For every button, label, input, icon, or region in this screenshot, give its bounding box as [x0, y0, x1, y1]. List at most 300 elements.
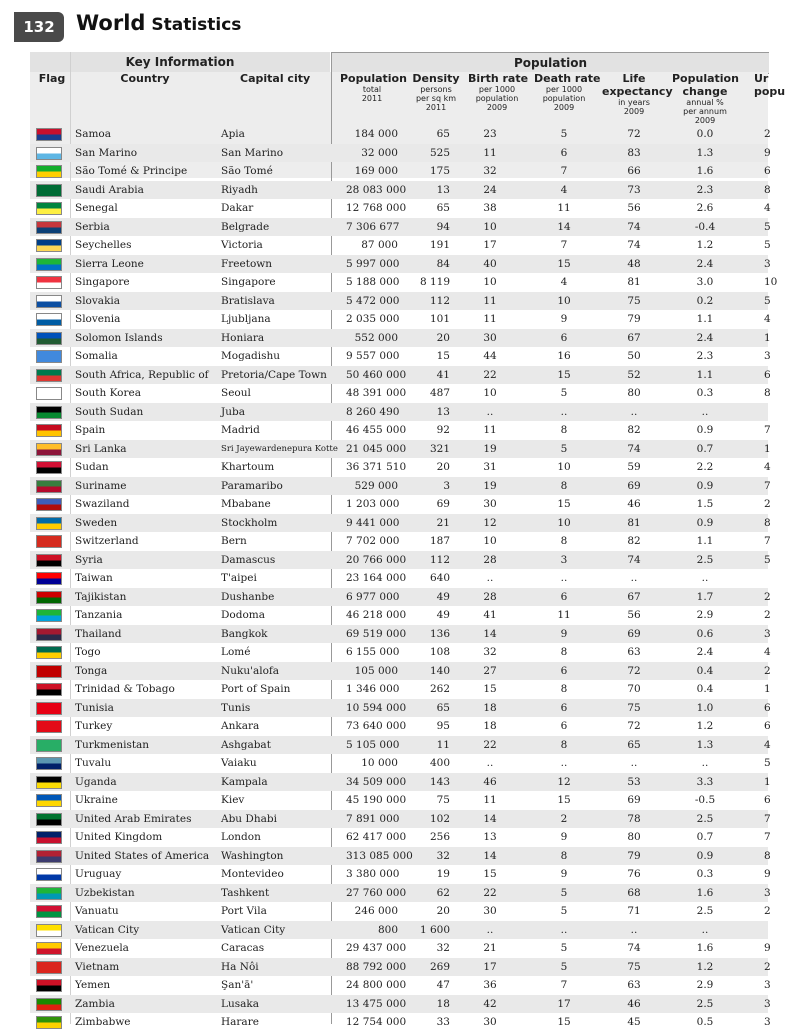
- capital-cell: Ha Nôi: [221, 960, 259, 973]
- country-cell: Sweden: [75, 516, 118, 529]
- urban-population-cell: 1: [764, 331, 771, 344]
- country-cell: Yemen: [75, 979, 111, 991]
- capital-cell: Port Vila: [221, 905, 267, 917]
- table-row: [30, 921, 768, 940]
- country-cell: Singapore: [75, 276, 130, 288]
- col-country: Country: [120, 72, 170, 85]
- country-flag-icon: [36, 572, 62, 585]
- country-flag-icon: [36, 350, 62, 363]
- life-expectancy-cell: 74: [627, 220, 641, 233]
- urban-population-cell: 1: [764, 683, 771, 695]
- death-rate-cell: ..: [560, 405, 568, 418]
- population-cell: 7 891 000: [346, 812, 400, 825]
- capital-cell: Kiev: [221, 794, 245, 806]
- life-expectancy-cell: 70: [627, 683, 641, 695]
- page-title: [76, 11, 241, 35]
- country-cell: Ukraine: [75, 794, 118, 806]
- life-expectancy-cell: 74: [627, 553, 641, 566]
- table-row: [30, 532, 771, 551]
- birth-rate-cell: 12: [483, 516, 497, 529]
- death-rate-cell: 15: [557, 498, 571, 510]
- capital-cell: Bratislava: [221, 294, 275, 307]
- country-flag-icon: [36, 165, 62, 178]
- population-change-cell: 2.9: [696, 609, 714, 621]
- population-change-cell: 2.5: [696, 553, 714, 566]
- country-cell: Vietnam: [75, 960, 120, 973]
- population-cell: 7 306 677: [346, 220, 400, 233]
- col-urban-population: Ur popu: [754, 72, 785, 98]
- life-expectancy-cell: 63: [627, 646, 641, 658]
- table-row: [30, 551, 771, 570]
- death-rate-cell: 6: [560, 590, 568, 603]
- country-cell: Slovenia: [75, 313, 121, 325]
- col-population: Population total 2011: [340, 72, 407, 103]
- life-expectancy-cell: 76: [627, 868, 641, 880]
- density-cell: 21: [436, 516, 450, 529]
- density-cell: 65: [436, 701, 450, 714]
- country-flag-icon: [36, 609, 62, 622]
- country-cell: Turkmenistan: [75, 738, 150, 751]
- density-cell: 15: [436, 350, 450, 362]
- death-rate-cell: 8: [560, 479, 568, 492]
- death-rate-cell: 16: [557, 350, 571, 362]
- birth-rate-cell: 18: [483, 720, 497, 732]
- death-rate-cell: 9: [560, 868, 568, 880]
- death-rate-cell: 5: [560, 905, 568, 917]
- death-rate-cell: 15: [557, 368, 571, 381]
- life-expectancy-cell: ..: [630, 757, 638, 769]
- life-expectancy-cell: 69: [627, 627, 641, 640]
- capital-cell: Stockholm: [221, 516, 278, 529]
- table-row: [30, 791, 771, 810]
- country-flag-icon: [36, 443, 62, 456]
- population-change-cell: 2.9: [696, 979, 714, 991]
- birth-rate-cell: 11: [483, 146, 497, 159]
- birth-rate-cell: 19: [483, 479, 497, 492]
- population-change-cell: 1.0: [696, 701, 714, 714]
- col-density: Density persons per sq km 2011: [412, 72, 460, 112]
- death-rate-cell: 5: [560, 942, 568, 954]
- capital-cell: Vatican City: [221, 923, 286, 936]
- urban-population-cell: 6: [764, 165, 771, 177]
- urban-population-cell: 5: [764, 294, 771, 307]
- capital-cell: Tunis: [221, 701, 251, 714]
- capital-cell: Juba: [221, 405, 245, 418]
- capital-cell: Kampala: [221, 775, 268, 788]
- table-row: [30, 773, 771, 792]
- density-cell: 8 119: [419, 276, 450, 288]
- population-change-cell: -0.4: [694, 220, 716, 233]
- death-rate-cell: 10: [557, 294, 571, 307]
- population-change-cell: 0.3: [696, 387, 714, 399]
- country-cell: Turkey: [75, 720, 113, 732]
- urban-population-cell: 8: [764, 516, 771, 529]
- table-row: [30, 347, 771, 366]
- group-header-row: [30, 52, 768, 72]
- capital-cell: Belgrade: [221, 220, 270, 233]
- death-rate-cell: 11: [557, 202, 571, 214]
- population-change-cell: 0.4: [696, 683, 714, 695]
- population-cell: 529 000: [354, 479, 398, 492]
- capital-cell: Harare: [221, 1016, 259, 1028]
- life-expectancy-cell: 45: [627, 1016, 641, 1028]
- capital-cell: Ashgabat: [221, 738, 271, 751]
- birth-rate-cell: 32: [483, 165, 497, 177]
- country-cell: Tajikistan: [75, 590, 127, 603]
- country-cell: Samoa: [75, 128, 111, 140]
- population-change-cell: 2.4: [696, 646, 714, 658]
- country-flag-icon: [36, 295, 62, 308]
- table-row: [30, 884, 771, 903]
- density-cell: 47: [436, 979, 450, 991]
- density-cell: 11: [436, 738, 450, 751]
- density-cell: 32: [436, 942, 450, 954]
- country-flag-icon: [36, 591, 62, 604]
- table-row: [30, 292, 771, 311]
- population-cell: 5 997 000: [346, 257, 400, 270]
- population-change-cell: ..: [701, 923, 709, 936]
- death-rate-cell: 6: [560, 720, 568, 732]
- col-flag: Flag: [38, 72, 66, 85]
- capital-cell: Bern: [221, 535, 247, 547]
- death-rate-cell: 15: [557, 794, 571, 806]
- density-cell: 69: [436, 498, 450, 510]
- table-row: [30, 976, 771, 995]
- death-rate-cell: 8: [560, 738, 568, 751]
- page-title-main: World: [76, 11, 146, 35]
- urban-population-cell: 3: [764, 979, 771, 991]
- country-cell: Swaziland: [75, 498, 130, 510]
- table-row: [30, 181, 771, 200]
- capital-cell: Ljubljana: [221, 313, 271, 325]
- country-cell: Vanuatu: [75, 905, 119, 917]
- population-cell: 5 105 000: [346, 738, 400, 751]
- population-change-cell: 0.9: [696, 424, 714, 436]
- population-change-cell: ..: [701, 405, 709, 418]
- population-cell: 552 000: [354, 331, 398, 344]
- country-cell: Saudi Arabia: [75, 183, 144, 196]
- population-change-cell: 0.7: [696, 442, 714, 455]
- page-header: [0, 0, 768, 52]
- group-population: Population: [331, 52, 769, 74]
- density-cell: 191: [429, 239, 450, 251]
- population-change-cell: 1.6: [696, 886, 714, 899]
- table-row: [30, 144, 771, 163]
- density-cell: 33: [436, 1016, 450, 1028]
- urban-population-cell: 4: [764, 313, 771, 325]
- density-cell: 18: [436, 997, 450, 1010]
- table-row: [30, 736, 771, 755]
- country-flag-icon: [36, 221, 62, 234]
- country-flag-icon: [36, 239, 62, 252]
- page-title-sub: Statistics: [145, 15, 242, 35]
- country-cell: Sudan: [75, 461, 109, 473]
- country-flag-icon: [36, 184, 62, 197]
- capital-cell: Tashkent: [221, 886, 270, 899]
- birth-rate-cell: 46: [483, 775, 497, 788]
- table-row: [30, 865, 771, 884]
- urban-population-cell: 2: [764, 664, 771, 677]
- death-rate-cell: 10: [557, 516, 571, 529]
- country-cell: United Kingdom: [75, 831, 163, 843]
- country-cell: Venezuela: [75, 942, 129, 954]
- table-row: [30, 273, 778, 292]
- col-capital: Capital city: [240, 72, 311, 85]
- population-change-cell: 1.2: [696, 239, 714, 251]
- country-flag-icon: [36, 998, 62, 1011]
- urban-population-cell: 9: [764, 146, 771, 159]
- life-expectancy-cell: 46: [627, 498, 641, 510]
- population-cell: 29 437 000: [346, 942, 407, 954]
- density-cell: 108: [429, 646, 450, 658]
- life-expectancy-cell: 67: [627, 331, 641, 344]
- density-cell: 525: [429, 146, 450, 159]
- density-cell: 84: [436, 257, 450, 270]
- population-cell: 46 218 000: [346, 609, 407, 621]
- death-rate-cell: 5: [560, 128, 568, 140]
- life-expectancy-cell: 78: [627, 812, 641, 825]
- birth-rate-cell: 10: [483, 387, 497, 399]
- population-cell: 246 000: [354, 905, 398, 917]
- country-flag-icon: [36, 517, 62, 530]
- death-rate-cell: 17: [557, 997, 571, 1010]
- birth-rate-cell: 10: [483, 220, 497, 233]
- country-flag-icon: [36, 776, 62, 789]
- urban-population-cell: 4: [764, 202, 771, 214]
- population-cell: 36 371 510: [346, 461, 407, 473]
- table-row: [30, 236, 771, 255]
- capital-cell: Khartoum: [221, 461, 275, 473]
- life-expectancy-cell: ..: [630, 405, 638, 418]
- country-flag-icon: [36, 332, 62, 345]
- urban-population-cell: 7: [764, 812, 771, 825]
- death-rate-cell: 4: [560, 183, 568, 196]
- birth-rate-cell: 14: [483, 627, 497, 640]
- capital-cell: T'aipei: [221, 572, 257, 584]
- country-flag-icon: [36, 202, 62, 215]
- country-flag-icon: [36, 887, 62, 900]
- density-cell: 400: [429, 757, 450, 769]
- population-cell: 5 472 000: [346, 294, 400, 307]
- capital-cell: Seoul: [221, 387, 251, 399]
- density-cell: 262: [429, 683, 450, 695]
- country-cell: South Korea: [75, 387, 141, 399]
- death-rate-cell: 8: [560, 683, 568, 695]
- table-row: [30, 125, 771, 144]
- birth-rate-cell: 28: [483, 590, 497, 603]
- country-cell: Syria: [75, 553, 103, 566]
- country-cell: Tanzania: [75, 609, 123, 621]
- capital-cell: Mbabane: [221, 498, 271, 510]
- birth-rate-cell: 13: [483, 831, 497, 843]
- page-number: 132: [14, 12, 64, 42]
- density-cell: 256: [429, 831, 450, 843]
- density-cell: 20: [436, 331, 450, 344]
- country-flag-icon: [36, 535, 62, 548]
- death-rate-cell: 8: [560, 849, 568, 862]
- table-row: [30, 199, 771, 218]
- country-flag-icon: [36, 424, 62, 437]
- capital-cell: Abu Dhabi: [221, 812, 277, 825]
- death-rate-cell: 6: [560, 664, 568, 677]
- country-flag-icon: [36, 757, 62, 770]
- population-change-cell: 0.9: [696, 516, 714, 529]
- life-expectancy-cell: 74: [627, 442, 641, 455]
- population-change-cell: 0.0: [696, 128, 714, 140]
- country-cell: Suriname: [75, 479, 127, 492]
- density-cell: 321: [429, 442, 450, 455]
- birth-rate-cell: 19: [483, 442, 497, 455]
- birth-rate-cell: 22: [483, 368, 497, 381]
- country-cell: South Sudan: [75, 405, 144, 418]
- population-cell: 73 640 000: [346, 720, 407, 732]
- life-expectancy-cell: ..: [630, 923, 638, 936]
- country-cell: Tonga: [75, 664, 108, 677]
- group-key-information: Key Information: [30, 52, 330, 73]
- birth-rate-cell: 38: [483, 202, 497, 214]
- life-expectancy-cell: 56: [627, 609, 641, 621]
- statistics-table: [30, 52, 785, 1028]
- death-rate-cell: 7: [560, 979, 568, 991]
- birth-rate-cell: 30: [483, 331, 497, 344]
- density-cell: 95: [436, 720, 450, 732]
- life-expectancy-cell: 73: [627, 183, 641, 196]
- country-cell: Sierra Leone: [75, 257, 144, 270]
- urban-population-cell: 7: [764, 535, 771, 547]
- population-change-cell: 2.4: [696, 257, 714, 270]
- country-cell: Uganda: [75, 775, 117, 788]
- table-row: [30, 403, 768, 422]
- population-cell: 1 203 000: [346, 498, 400, 510]
- birth-rate-cell: 11: [483, 313, 497, 325]
- density-cell: 175: [429, 165, 450, 177]
- capital-cell: Dakar: [221, 202, 254, 214]
- urban-population-cell: 5: [764, 757, 771, 769]
- country-flag-icon: [36, 554, 62, 567]
- table-row: [30, 847, 771, 866]
- life-expectancy-cell: 82: [627, 424, 641, 436]
- birth-rate-cell: 17: [483, 239, 497, 251]
- urban-population-cell: 3: [764, 257, 771, 270]
- population-change-cell: 2.3: [696, 350, 714, 362]
- birth-rate-cell: 18: [483, 701, 497, 714]
- capital-cell: Nuku'alofa: [221, 664, 280, 677]
- urban-population-cell: 3: [764, 1016, 771, 1028]
- death-rate-cell: ..: [560, 572, 568, 584]
- capital-cell: San Marino: [221, 146, 284, 159]
- birth-rate-cell: 24: [483, 183, 497, 196]
- table-row: [30, 902, 771, 921]
- life-expectancy-cell: 81: [627, 276, 641, 288]
- population-cell: 28 083 000: [346, 183, 407, 196]
- urban-population-cell: 5: [764, 220, 771, 233]
- population-cell: 800: [377, 923, 398, 936]
- birth-rate-cell: 36: [483, 979, 497, 991]
- birth-rate-cell: 41: [483, 609, 497, 621]
- death-rate-cell: 9: [560, 627, 568, 640]
- urban-population-cell: 6: [764, 701, 771, 714]
- life-expectancy-cell: ..: [630, 572, 638, 584]
- birth-rate-cell: ..: [486, 923, 494, 936]
- col-birth-rate: Birth rate per 1000 population 2009: [468, 72, 529, 112]
- urban-population-cell: 4: [764, 461, 771, 473]
- population-cell: 8 260 490: [346, 405, 400, 418]
- urban-population-cell: 2: [764, 905, 771, 917]
- death-rate-cell: 6: [560, 701, 568, 714]
- birth-rate-cell: 40: [483, 257, 497, 270]
- capital-cell: Montevideo: [221, 868, 284, 880]
- country-flag-icon: [36, 313, 62, 326]
- population-change-cell: ..: [701, 757, 709, 769]
- urban-population-cell: 5: [764, 239, 771, 251]
- table-row: [30, 440, 771, 459]
- table-row: [30, 384, 771, 403]
- col-life-expectancy: Life expectancy in years 2009: [602, 72, 673, 116]
- country-cell: Uzbekistan: [75, 886, 135, 899]
- density-cell: 3: [443, 479, 450, 492]
- population-change-cell: 1.3: [696, 738, 714, 751]
- population-cell: 6 155 000: [346, 646, 400, 658]
- country-cell: Serbia: [75, 220, 110, 233]
- capital-cell: Lomé: [221, 646, 251, 658]
- table-row: [30, 699, 771, 718]
- table-row: [30, 458, 771, 477]
- birth-rate-cell: 10: [483, 535, 497, 547]
- table-row: [30, 680, 771, 699]
- country-cell: Taiwan: [75, 572, 113, 584]
- population-cell: 21 045 000: [346, 442, 407, 455]
- capital-cell: Port of Spain: [221, 683, 291, 695]
- country-flag-icon: [36, 461, 62, 474]
- capital-cell: Honiara: [221, 331, 265, 344]
- life-expectancy-cell: 67: [627, 590, 641, 603]
- birth-rate-cell: ..: [486, 572, 494, 584]
- life-expectancy-cell: 75: [627, 294, 641, 307]
- country-flag-icon: [36, 480, 62, 493]
- birth-rate-cell: 11: [483, 424, 497, 436]
- density-cell: 101: [429, 313, 450, 325]
- country-cell: Vatican City: [75, 923, 140, 936]
- urban-population-cell: 7: [764, 479, 771, 492]
- life-expectancy-cell: 52: [627, 368, 641, 381]
- birth-rate-cell: 30: [483, 1016, 497, 1028]
- table-row: [30, 477, 771, 496]
- life-expectancy-cell: 69: [627, 794, 641, 806]
- population-cell: 313 085 000: [346, 849, 413, 862]
- urban-population-cell: 2: [764, 609, 771, 621]
- life-expectancy-cell: 59: [627, 461, 641, 473]
- population-cell: 9 557 000: [346, 350, 400, 362]
- death-rate-cell: 7: [560, 239, 568, 251]
- capital-cell: Apia: [221, 128, 245, 140]
- population-cell: 24 800 000: [346, 979, 407, 991]
- life-expectancy-cell: 75: [627, 960, 641, 973]
- urban-population-cell: 5: [764, 553, 771, 566]
- country-cell: Zimbabwe: [75, 1016, 131, 1028]
- population-cell: 105 000: [354, 664, 398, 677]
- death-rate-cell: 10: [557, 461, 571, 473]
- urban-population-cell: 8: [764, 387, 771, 399]
- life-expectancy-cell: 50: [627, 350, 641, 362]
- capital-cell: Riyadh: [221, 183, 258, 196]
- life-expectancy-cell: 63: [627, 979, 641, 991]
- urban-population-cell: 8: [764, 183, 771, 196]
- birth-rate-cell: 21: [483, 942, 497, 954]
- country-cell: South Africa, Republic of: [75, 368, 209, 381]
- capital-cell: Bangkok: [221, 627, 268, 640]
- capital-cell: Vaiaku: [221, 757, 257, 769]
- country-cell: San Marino: [75, 146, 138, 159]
